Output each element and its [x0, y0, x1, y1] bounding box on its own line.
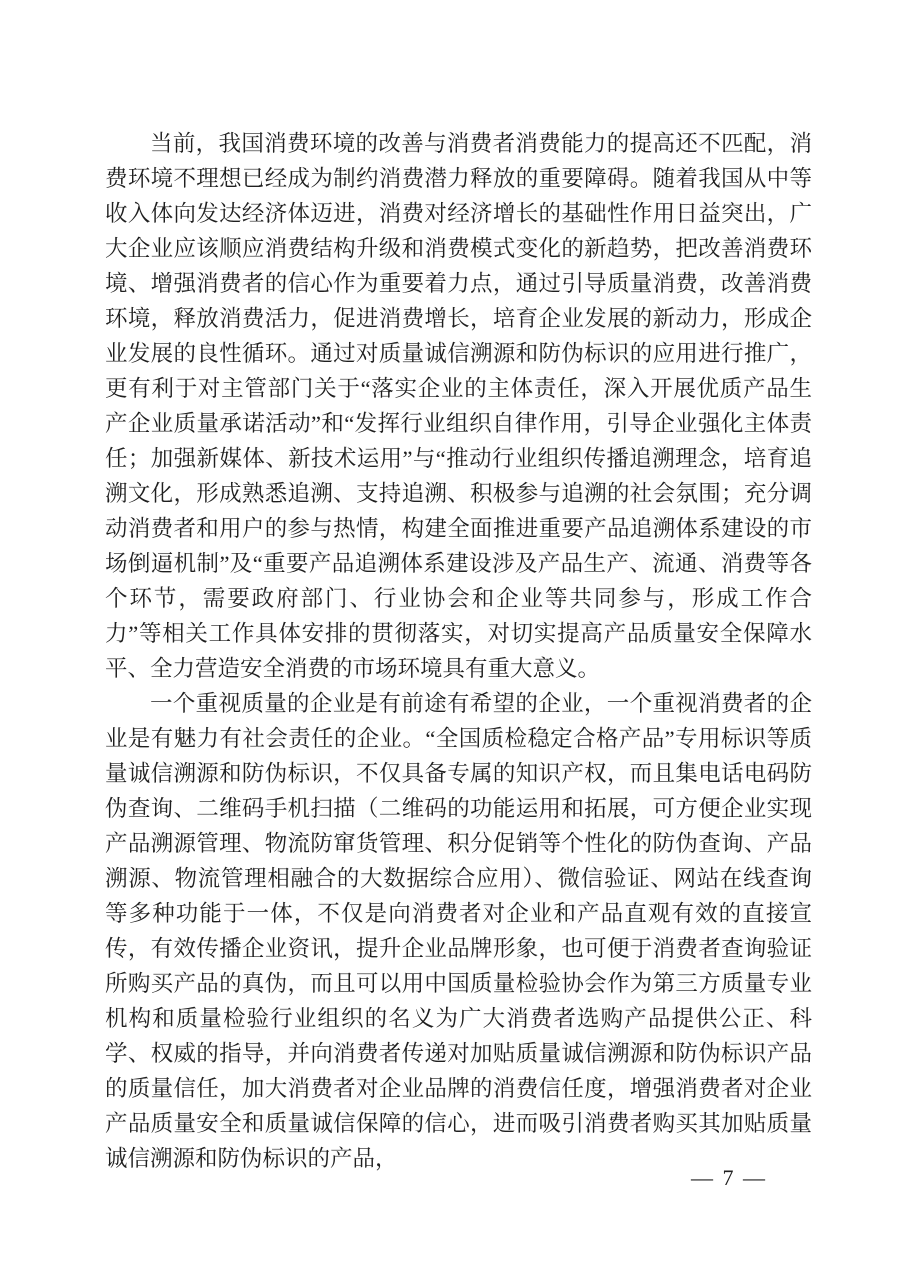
paragraph-1: 当前，我国消费环境的改善与消费者消费能力的提高还不匹配，消费环境不理想已经成为制约消费潜力释放的重要障碍。随着我国从中等收入体向发达经济体迈进，消费对经济增长的基础性作用日益突出，广大企业应该顺应消费结构升级和消费模式变化的新趋势，把改善消费环境、增强消费者的信心作为重要着力点，通过引导质量消费，改善消费环境，释放消费活力，促进消费增长，培育企业发展的新动力，形成企业发展的良性循环。通过对质量诚信溯源和防伪标识的应用进行推广，更有利于对主管部门关于“落实企业的主体责任，深入开展优质产品生产企业质量承诺活动”和“发挥行业组织自律作用，引导企业强化主体责任；加强新媒体、新技术运用”与“推动行业组织传播追溯理念，培育追溯文化，形成熟悉追溯、支持追溯、积极参与追溯的社会氛围；充分调动消费者和用户的参与热情，构建全面推进重要产品追溯体系建设的市场倒逼机制”及“重要产品追溯体系建设涉及产品生产、流通、消费等各个环节，需要政府部门、行业协会和企业等共同参与，形成工作合力”等相关工作具体安排的贯彻落实，对切实提高产品质量安全保障水平、全力营造安全消费的市场环境具有重大意义。	[105, 131, 812, 681]
paragraph-2: 一个重视质量的企业是有前途有希望的企业，一个重视消费者的企业是有魅力有社会责任的企业。“全国质检稳定合格产品”专用标识等质量诚信溯源和防伪标识，不仅具备专属的知识产权，而且集电话电码防伪查询、二维码手机扫描（二维码的功能运用和拓展，可方便企业实现产品溯源管理、物流防窜货管理、积分促销等个性化的防伪查询、产品溯源、物流管理相融合的大数据综合应用）、微信验证、网站在线查询等多种功能于一体，不仅是向消费者对企业和产品直观有效的直接宣传，有效传播企业资讯，提升企业品牌形象，也可便于消费者查询验证所购买产品的真伪，而且可以用中国质量检验协会作为第三方质量专业机构和质量检验行业组织的名义为广大消费者选购产品提供公正、科学、权威的指导，并向消费者传递对加贴质量诚信溯源和防伪标识产品的质量信任，加大消费者对企业品牌的消费信任度，增强消费者对企业产品质量安全和质量诚信保障的信心，进而吸引消费者购买其加贴质量诚信溯源和防伪标识的产品，	[105, 691, 812, 1171]
page-body	[105, 126, 812, 1176]
page-number: — 7 —	[691, 1165, 767, 1190]
